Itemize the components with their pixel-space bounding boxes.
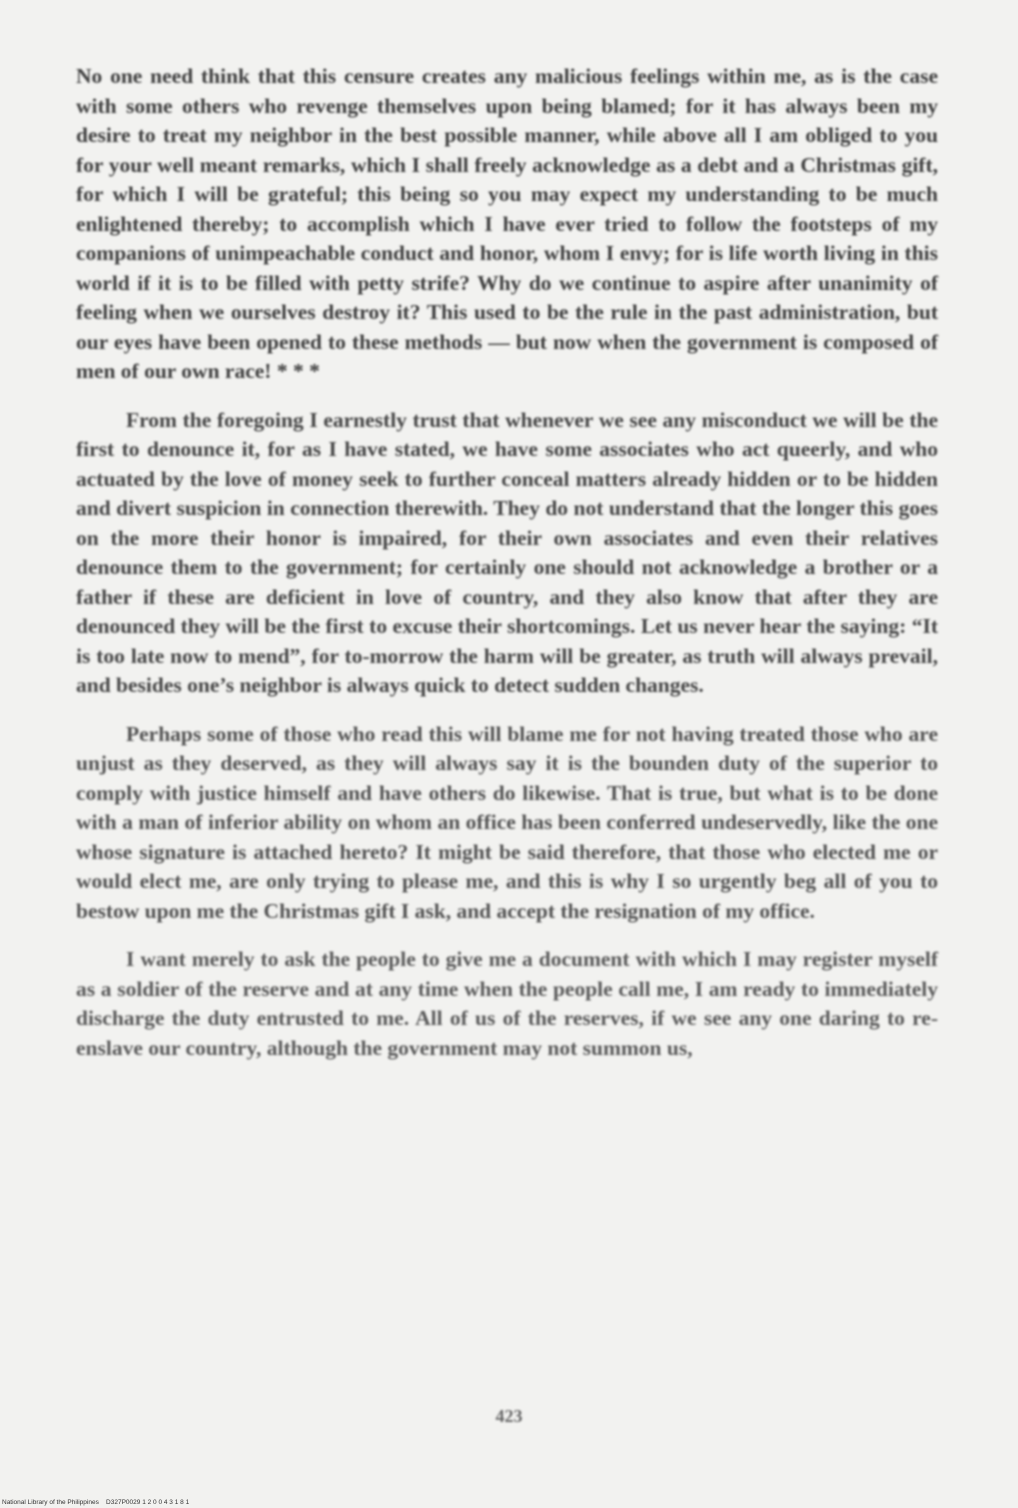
paragraph-2: From the foregoing I earnestly trust that whenever we see any misconduct we will be the first to denounce it, for as I have stated, we have some associates who act queerly, and who actuated by the love of money seek to further conceal matters already hidden or to be hidden and divert suspicion in connection therewith. They do not understand that the longer this goes on the more their honor is impaired, for their own associates and even their relatives denounce them to the government; for certainly one should not acknowledge a brother or a father if these are deficient in love of country, and they also know that after they are denounced they will be the first to excuse their shortcomings. Let us never hear the saying: “It is too late now to mend”, for to-morrow the harm will be greater, as truth will always prevail, and besides one’s neighbor is always quick to detect sudden changes. (76, 407, 938, 697)
paragraph-4: I want merely to ask the people to give me a document with which I may register myself as a soldier of the reserve and at any time when the people call me, I am ready to immediately discharge the duty entrusted to me. All of us of the reserves, if we see any one daring to re-enslave our country, although the government may not summon us, (76, 947, 938, 1060)
document-page (76, 62, 938, 1462)
page-number: 423 (495, 1406, 523, 1426)
paragraph-1: No one need think that this censure creates any malicious feelings within me, as is the case with some others who revenge themselves upon being blamed; for it has always been my desire to treat my neighbor in the best possible manner, while above all I am obliged to you for your well meant remarks, which I shall freely acknowledge as a debt and a Christmas gift, for which I will be grateful; this being so you may expect my understanding to be much enlightened thereby; to accomplish which I have ever tried to follow the footsteps of my companions of unimpeachable conduct and honor, whom I envy; for is life worth living in this world if it is to be filled with petty strife? Why do we continue to aspire after unanimity of feeling when we ourselves destroy it? This used to be the rule in the past administration, but our eyes have been opened to these methods — but now when the government is composed of men of our own race! * * * (76, 64, 938, 383)
scan-footer-label: National Library of the Philippines D327P0029 1 2 0 0 4 3 1 8 1 (2, 1499, 190, 1506)
paragraph-3: Perhaps some of those who read this will blame me for not having treated those who are unjust as they deserved, as they will always say it is the bounden duty of the superior to comply with justice himself and have others do likewise. That is true, but what is to be done with a man of inferior ability on whom an office has been conferred undeservedly, like the one whose signature is attached hereto? It might be said therefore, that those who elected me or would elect me, are only trying to please me, and this is why I so urgently beg all of you to bestow upon me the Christmas gift I ask, and accept the resignation of my office. (76, 721, 938, 923)
